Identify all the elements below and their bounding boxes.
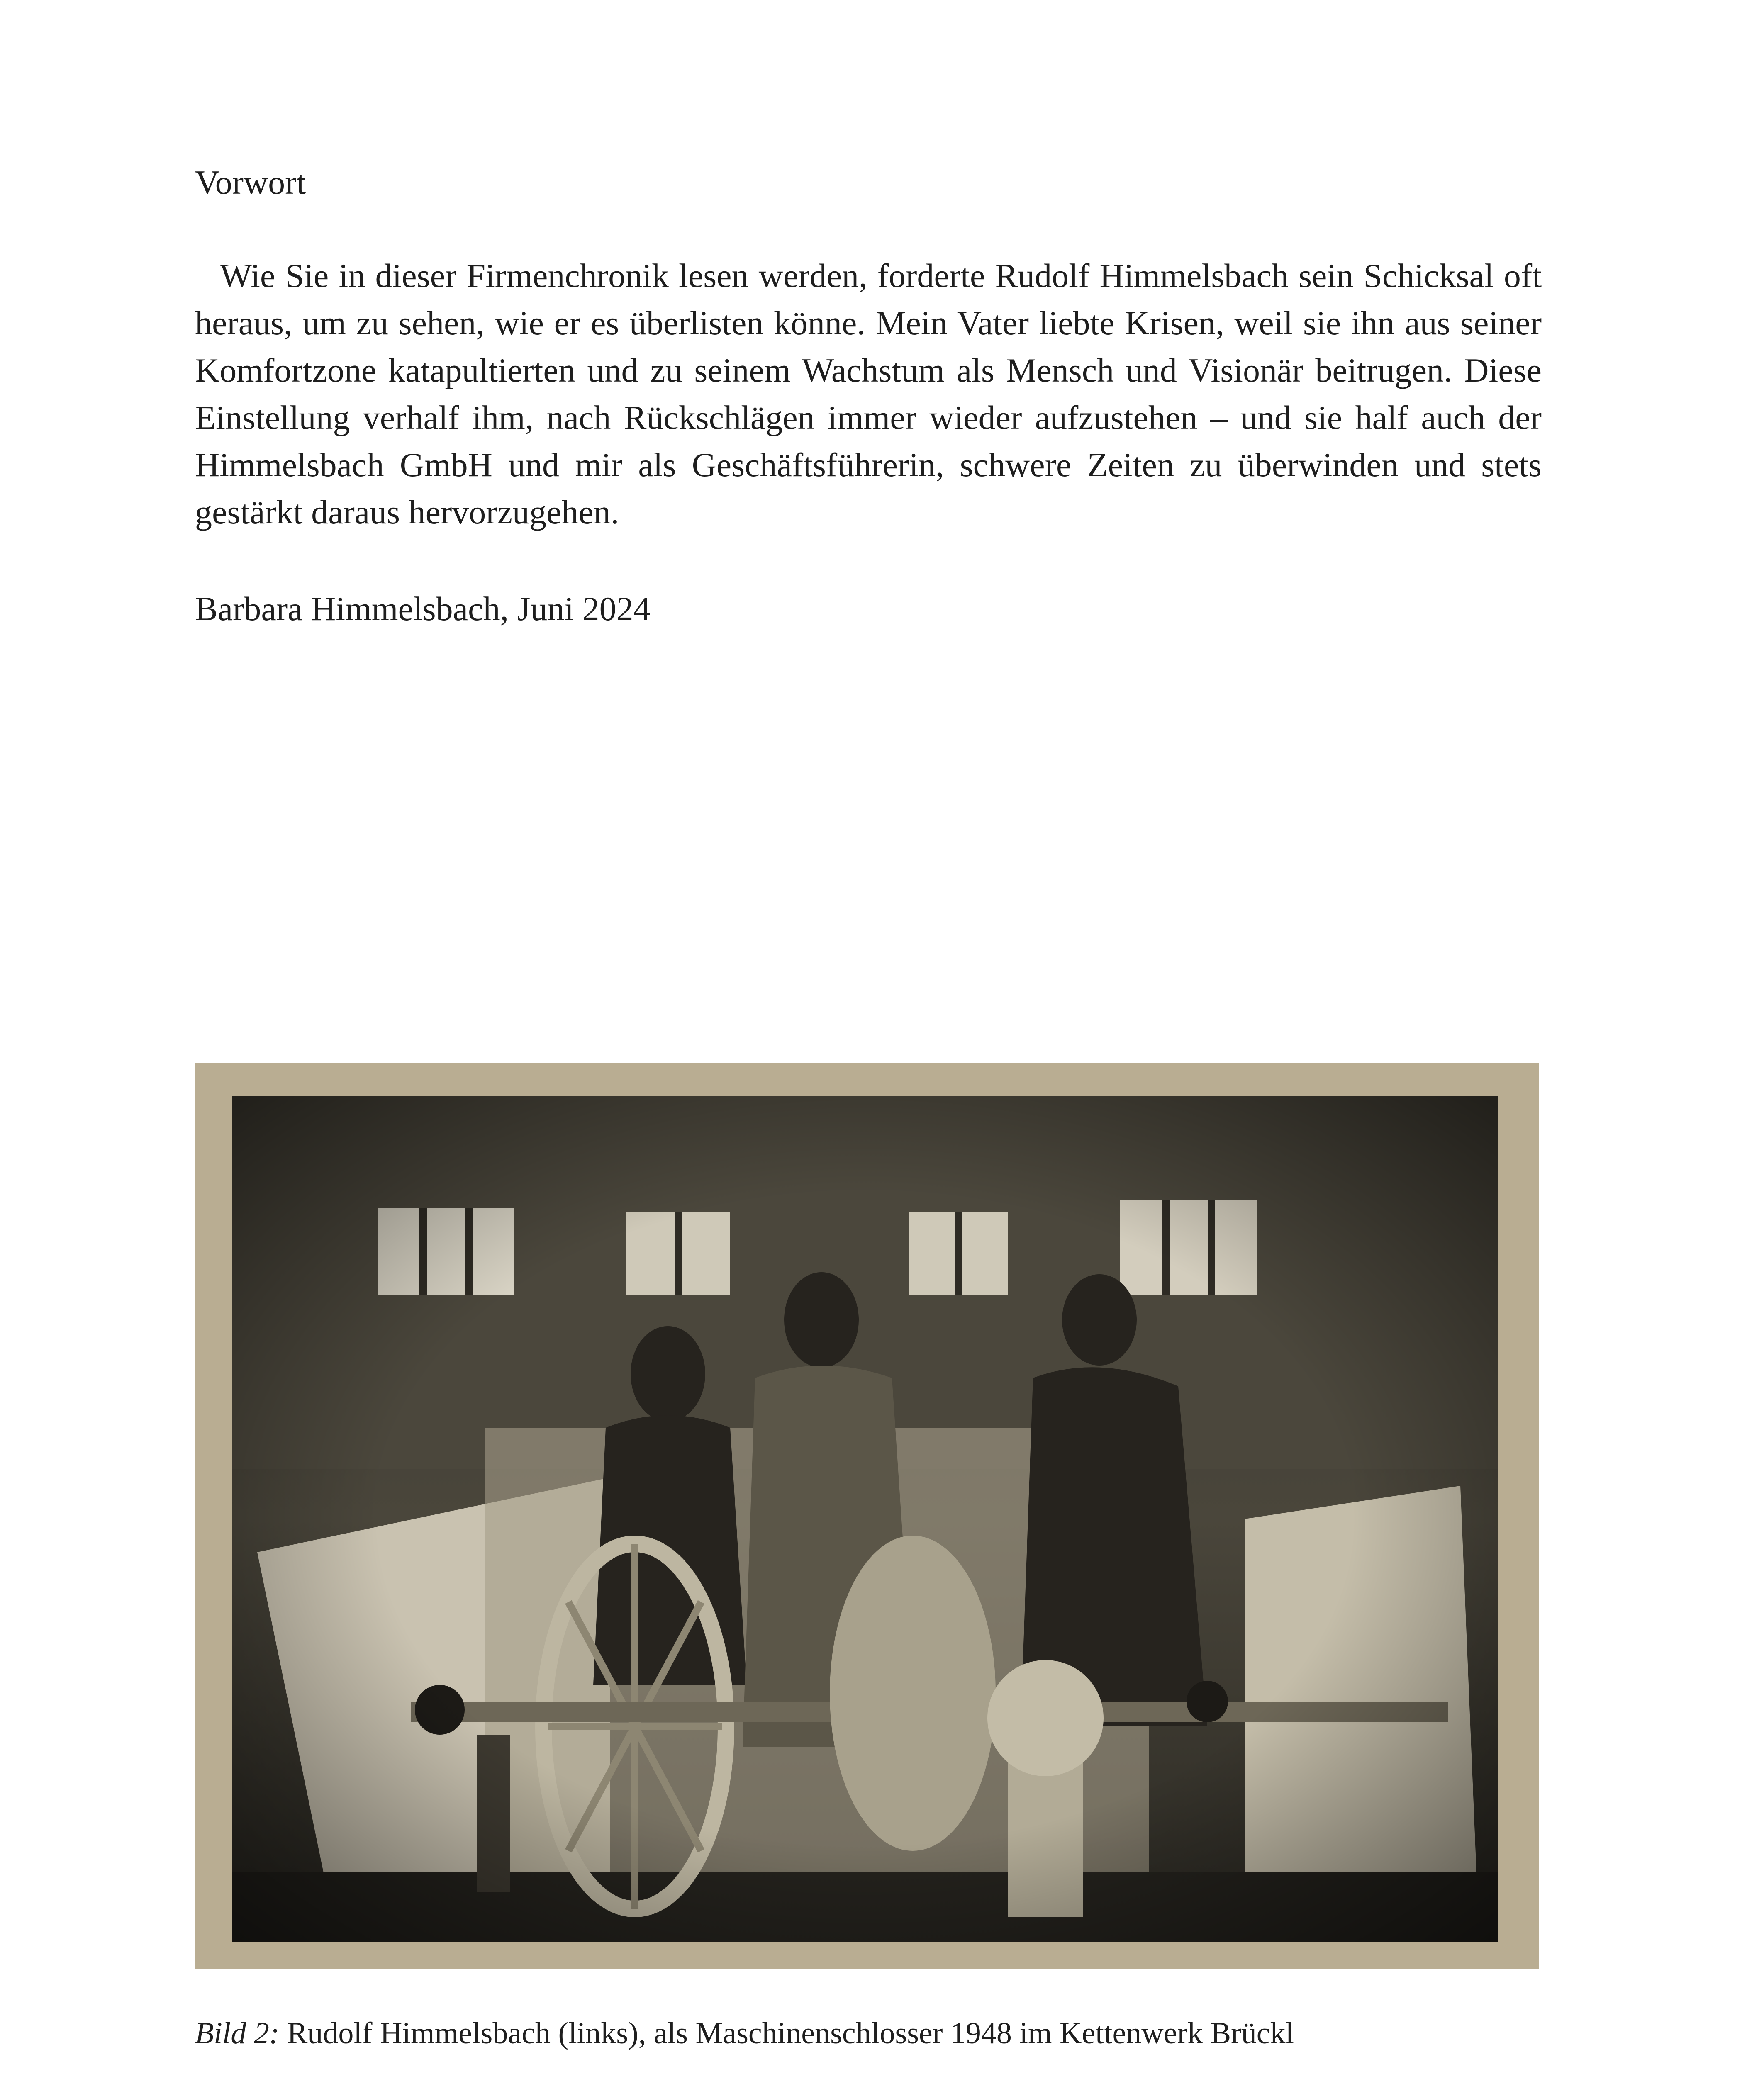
- foreword-paragraph: Wie Sie in dieser Firmenchronik lesen werden, forderte Rudolf Himmelsbach sein Schicksal oft heraus, um zu sehen, wie er es überlisten könne. Mein Vater liebte Krisen, weil sie ihn aus seiner Komfortzone katapultierten und zu seinem Wachstum als Mensch und Visionär beitrugen. Diese Einstellung verhalf ihm, nach Rückschlägen immer wieder aufzustehen – und sie half auch der Himmelsbach GmbH und mir als Geschäftsführerin, schwere Zeiten zu überwinden und stets gestärkt daraus hervorzugehen.: [195, 257, 1542, 531]
- workshop-photo-illustration: [195, 1063, 1539, 1969]
- section-heading: Vorwort: [195, 163, 306, 201]
- signature-line: Barbara Himmelsbach, Juni 2024: [195, 590, 651, 628]
- historic-workshop-photo: [195, 1063, 1539, 1969]
- figure-caption: [195, 2013, 1294, 2054]
- caption-label: Bild 2:: [195, 2016, 280, 2050]
- caption-text: Rudolf Himmelsbach (links), als Maschinenschlosser 1948 im Kettenwerk Brückl: [279, 2016, 1294, 2050]
